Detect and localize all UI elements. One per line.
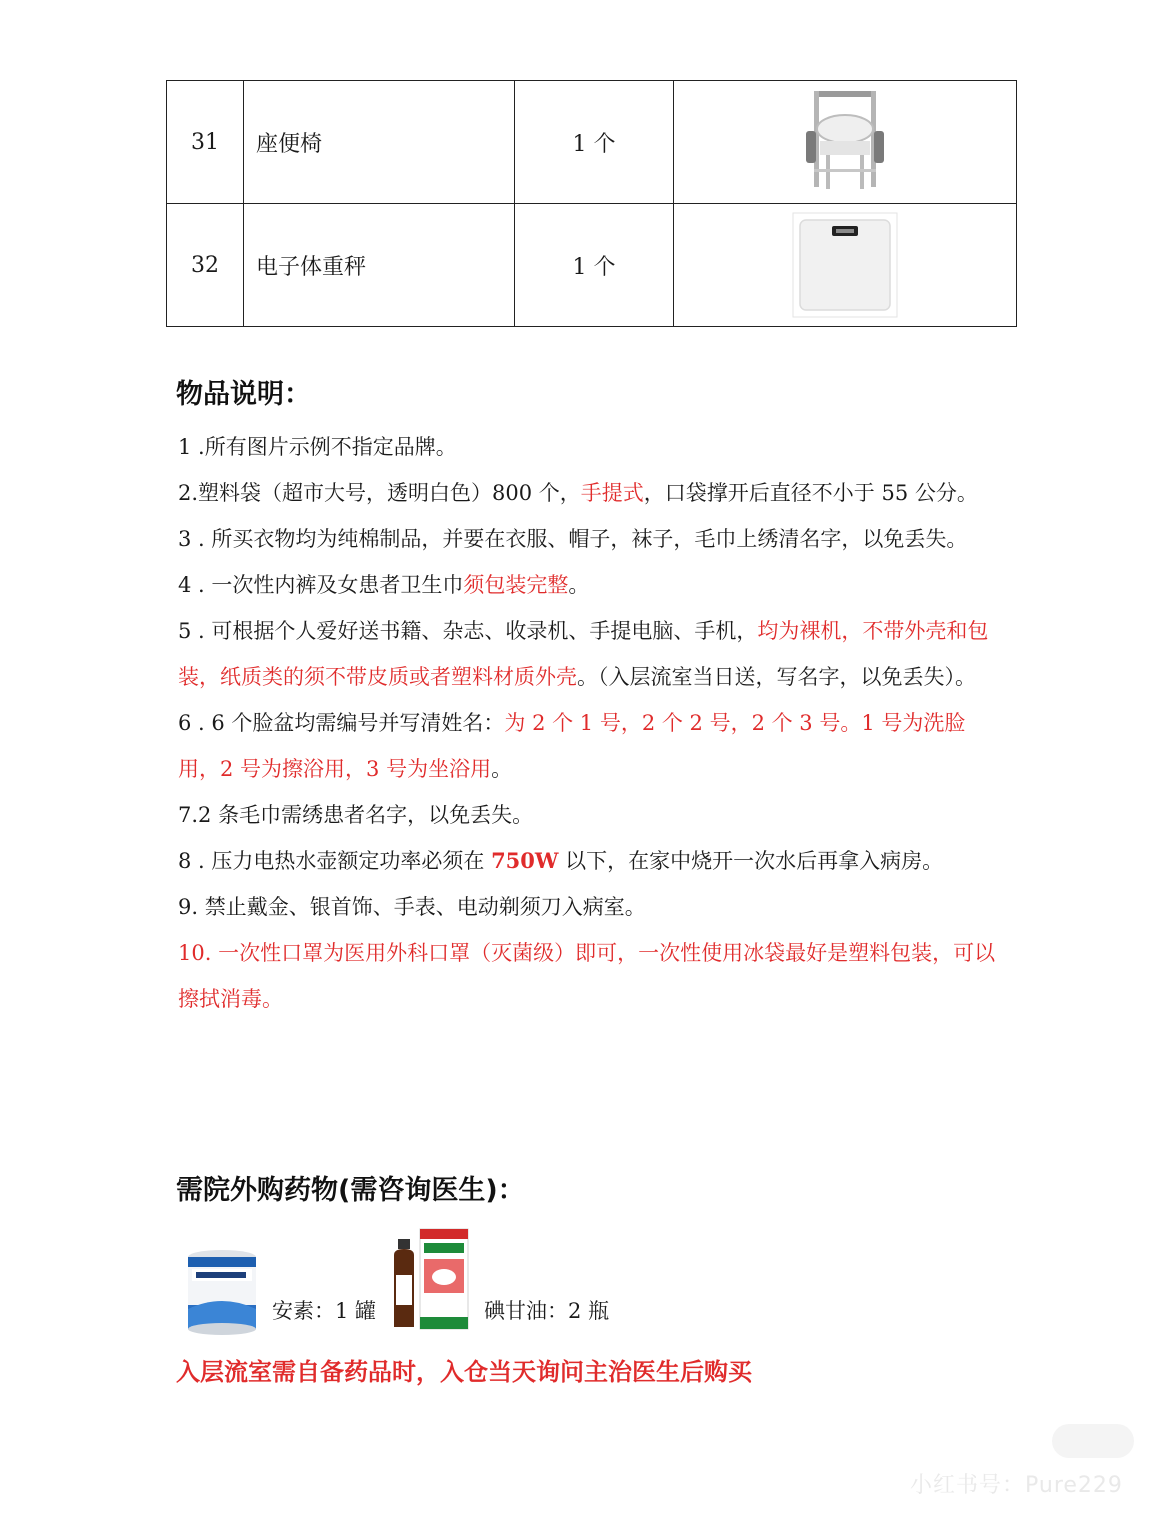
item-quantity: 1 个 — [515, 204, 674, 327]
drug-list — [186, 1225, 623, 1335]
note-text: 6 . 6 个脸盆均需编号并写清姓名： — [178, 711, 505, 735]
note-item — [178, 838, 998, 884]
commode-chair-image — [674, 81, 1017, 204]
note-highlight: 一次性口罩为医用外科口罩（灭菌级）即可，一次性使用冰袋最好是塑料包装，可以擦拭消毒。 — [178, 941, 996, 1011]
commode-chair-icon — [800, 87, 890, 197]
item-number: 31 — [167, 81, 244, 204]
note-text: 。 — [491, 757, 513, 781]
note-item — [178, 470, 998, 516]
note-text: 3 . 所买衣物均为纯棉制品，并要在衣服、帽子，袜子，毛巾上绣清名字，以免丢失。 — [178, 527, 968, 551]
table-row — [167, 204, 1017, 327]
note-highlight: 手提式 — [580, 481, 644, 505]
bathroom-scale-image — [674, 204, 1017, 327]
note-item — [178, 562, 998, 608]
note-item — [178, 792, 998, 838]
note-text: 9. 禁止戴金、银首饰、手表、电动剃须刀入病室。 — [178, 895, 646, 919]
drugs-title: 需院外购药物(需咨询医生)： — [176, 1175, 525, 1206]
note-text: 2.塑料袋（超市大号，透明白色）800 个， — [178, 481, 581, 505]
items-table — [166, 80, 1017, 327]
note-text: 10. — [178, 941, 219, 965]
warning-text: 入层流室需自备药品时，入仓当天询问主治医生后购买 — [176, 1358, 752, 1386]
note-item — [178, 516, 998, 562]
note-item — [178, 608, 998, 700]
note-text: 。（入层流室当日送，写名字，以免丢失）。 — [577, 665, 976, 689]
table-row — [167, 81, 1017, 204]
note-item — [178, 424, 998, 470]
notes-list — [178, 424, 998, 1022]
item-name: 座便椅 — [244, 81, 515, 204]
note-item — [178, 884, 998, 930]
watermark-badge — [1052, 1424, 1134, 1458]
item-quantity: 1 个 — [515, 81, 674, 204]
note-text: 5 . 可根据个人爱好送书籍、杂志、收录机、手提电脑、手机， — [178, 619, 758, 643]
item-name: 电子体重秤 — [244, 204, 515, 327]
drug-label: 碘甘油：2 瓶 — [484, 1299, 610, 1323]
drug-label: 安素：1 罐 — [272, 1299, 377, 1323]
note-text: 1 .所有图片示例不指定品牌。 — [178, 435, 457, 459]
item-number: 32 — [167, 204, 244, 327]
note-highlight: 均为裸机，不带外壳和包装，纸质类的须不带皮质或者塑料材质外壳 — [178, 619, 989, 689]
note-text: 以下，在家中烧开一次水后再拿入病房。 — [558, 849, 944, 873]
note-item — [178, 930, 998, 1022]
note-text: 4 . 一次性内裤及女患者卫生巾 — [178, 573, 464, 597]
note-text: ，口袋撑开后直径不小于 55 公分。 — [643, 481, 978, 505]
note-highlight: 为 2 个 1 号，2 个 2 号，2 个 3 号。1 号为洗脸用，2 号为擦浴用，3 号为坐浴用 — [178, 711, 966, 781]
section-title: 物品说明： — [176, 379, 311, 410]
note-text: 8 . 压力电热水壶额定功率必须在 — [178, 849, 492, 873]
iodine-glycerin-bottle-icon — [390, 1225, 470, 1335]
note-highlight: 750W — [491, 848, 559, 873]
note-highlight: 须包装完整 — [463, 573, 569, 597]
note-item — [178, 700, 998, 792]
watermark-text: 小红书号：Pure229 — [910, 1473, 1123, 1498]
formula-can-icon — [186, 1249, 258, 1335]
bathroom-scale-icon — [792, 212, 898, 318]
note-text: 。 — [568, 573, 590, 597]
note-text: 7.2 条毛巾需绣患者名字，以免丢失。 — [178, 803, 534, 827]
